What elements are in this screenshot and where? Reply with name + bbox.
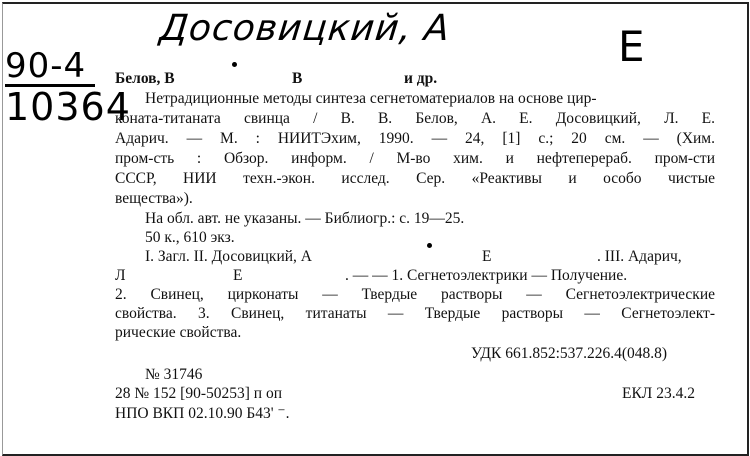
title-line-3: Адарич. — М. : НИИТЭхим, 1990. — 24, [1] с.; 20 см. — (Хим. <box>115 130 715 147</box>
handwritten-surname: Досовицкий, А <box>157 8 453 49</box>
index-dot-mark <box>427 243 432 248</box>
title-line-4: пром-сть : Обзор. информ. / М-во хим. и нефтеперераб. пром-сти <box>115 150 715 167</box>
title-line-2: коната-титаната свинца / В. В. Белов, А. Е. Досовицкий, Л. Е. <box>115 110 715 127</box>
index-line-1a: I. Загл. II. Досовицкий, А <box>145 248 312 265</box>
order-line: 28 № 152 [90-50253] п оп <box>115 385 282 402</box>
price-line: 50 к., 610 экз. <box>145 229 235 246</box>
shelf-code-top: 90-4 <box>5 48 95 87</box>
handwritten-shelf-code <box>5 46 131 129</box>
subject-line-3: рические свойства. <box>115 324 242 341</box>
title-line-1: Нетрадиционные методы синтеза сегнетоматериалов на основе цир- <box>145 90 597 107</box>
index-line-2c: . — — 1. Сегнетоэлектрики — Получение. <box>345 267 628 284</box>
shelf-code-bottom: 10364 <box>5 85 131 129</box>
npo-line: НПО ВКП 02.10.90 Б43' ⁻. <box>115 405 290 422</box>
udk-code: УДК 661.852:537.226.4(048.8) <box>471 345 668 362</box>
subject-line-1: 2. Свинец, цирконаты — Твердые растворы — Сегнетоэлектрические <box>115 286 715 303</box>
index-line-1b: Е <box>482 248 492 265</box>
index-line-1c: . III. Адарич, <box>597 248 682 265</box>
handwritten-letter: Е <box>618 22 645 71</box>
author-initial: В <box>292 70 303 87</box>
index-line-2a: Л <box>115 267 126 284</box>
title-line-6: вещества»). <box>115 190 193 207</box>
title-line-5: СССР, НИИ техн.-экон. исслед. Сер. «Реактивы и особо чистые <box>115 170 715 187</box>
author-dot-mark <box>232 62 237 67</box>
note-line: На обл. авт. не указаны. — Библиогр.: с. 19—25. <box>145 210 465 227</box>
subject-line-2: свойства. 3. Свинец, титанаты — Твердые растворы — Сегнетоэлект- <box>115 305 715 322</box>
author-etal: и др. <box>404 70 438 87</box>
index-line-2b: Е <box>233 267 243 284</box>
card-number: № 31746 <box>145 366 203 383</box>
ekl-code: ЕКЛ 23.4.2 <box>622 385 695 402</box>
author-primary: Белов, В <box>115 70 175 87</box>
